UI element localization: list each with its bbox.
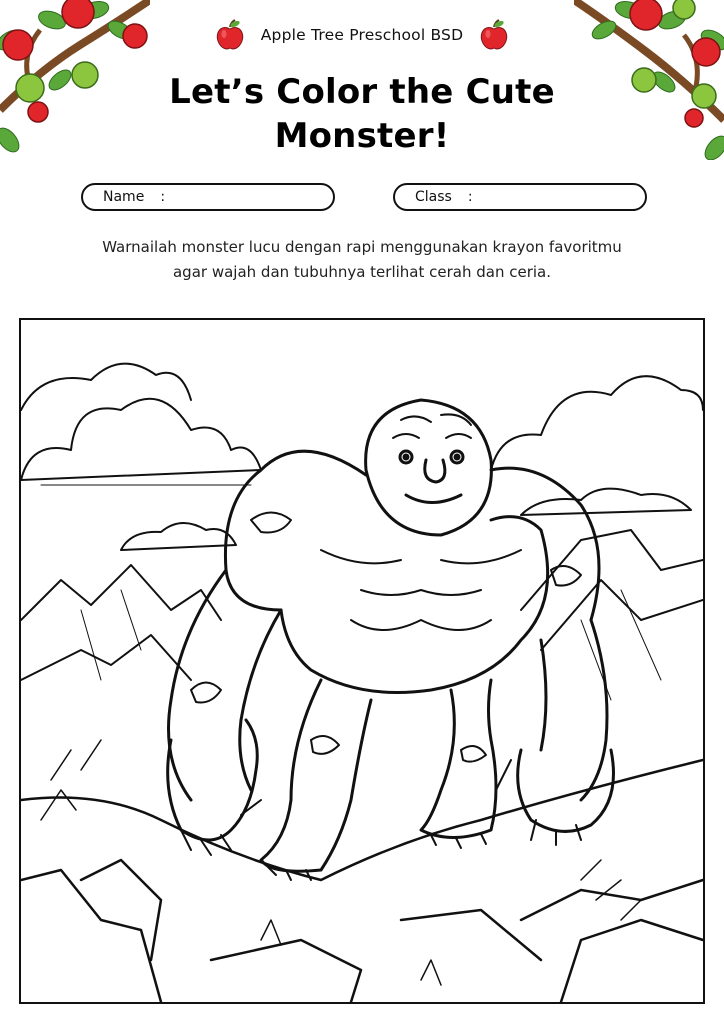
- coloring-frame: [19, 318, 705, 1004]
- class-field[interactable]: [393, 183, 647, 211]
- page-title: Let’s Color the Cute Monster!: [169, 72, 555, 156]
- name-field[interactable]: [81, 183, 335, 211]
- mountains-illustration: [21, 530, 703, 700]
- instructions-line-2: agar wajah dan tubuhnya terlihat cerah dan ceria.: [172, 263, 552, 281]
- name-colon: :: [160, 189, 166, 205]
- instructions-line-1: Warnailah monster lucu dengan rapi menggunakan krayon favoritmu: [102, 238, 622, 256]
- ground-illustration: [21, 740, 703, 1002]
- class-colon: :: [467, 189, 473, 205]
- monster-line-art: [21, 320, 703, 1002]
- clouds-illustration: [21, 364, 703, 550]
- class-label: Class: [415, 189, 452, 205]
- apple-icon: [215, 19, 245, 51]
- school-name: Apple Tree Preschool BSD: [260, 26, 464, 44]
- name-label: Name: [103, 189, 145, 205]
- apple-icon: [479, 19, 509, 51]
- school-header: [0, 18, 724, 52]
- instructions: [40, 235, 684, 285]
